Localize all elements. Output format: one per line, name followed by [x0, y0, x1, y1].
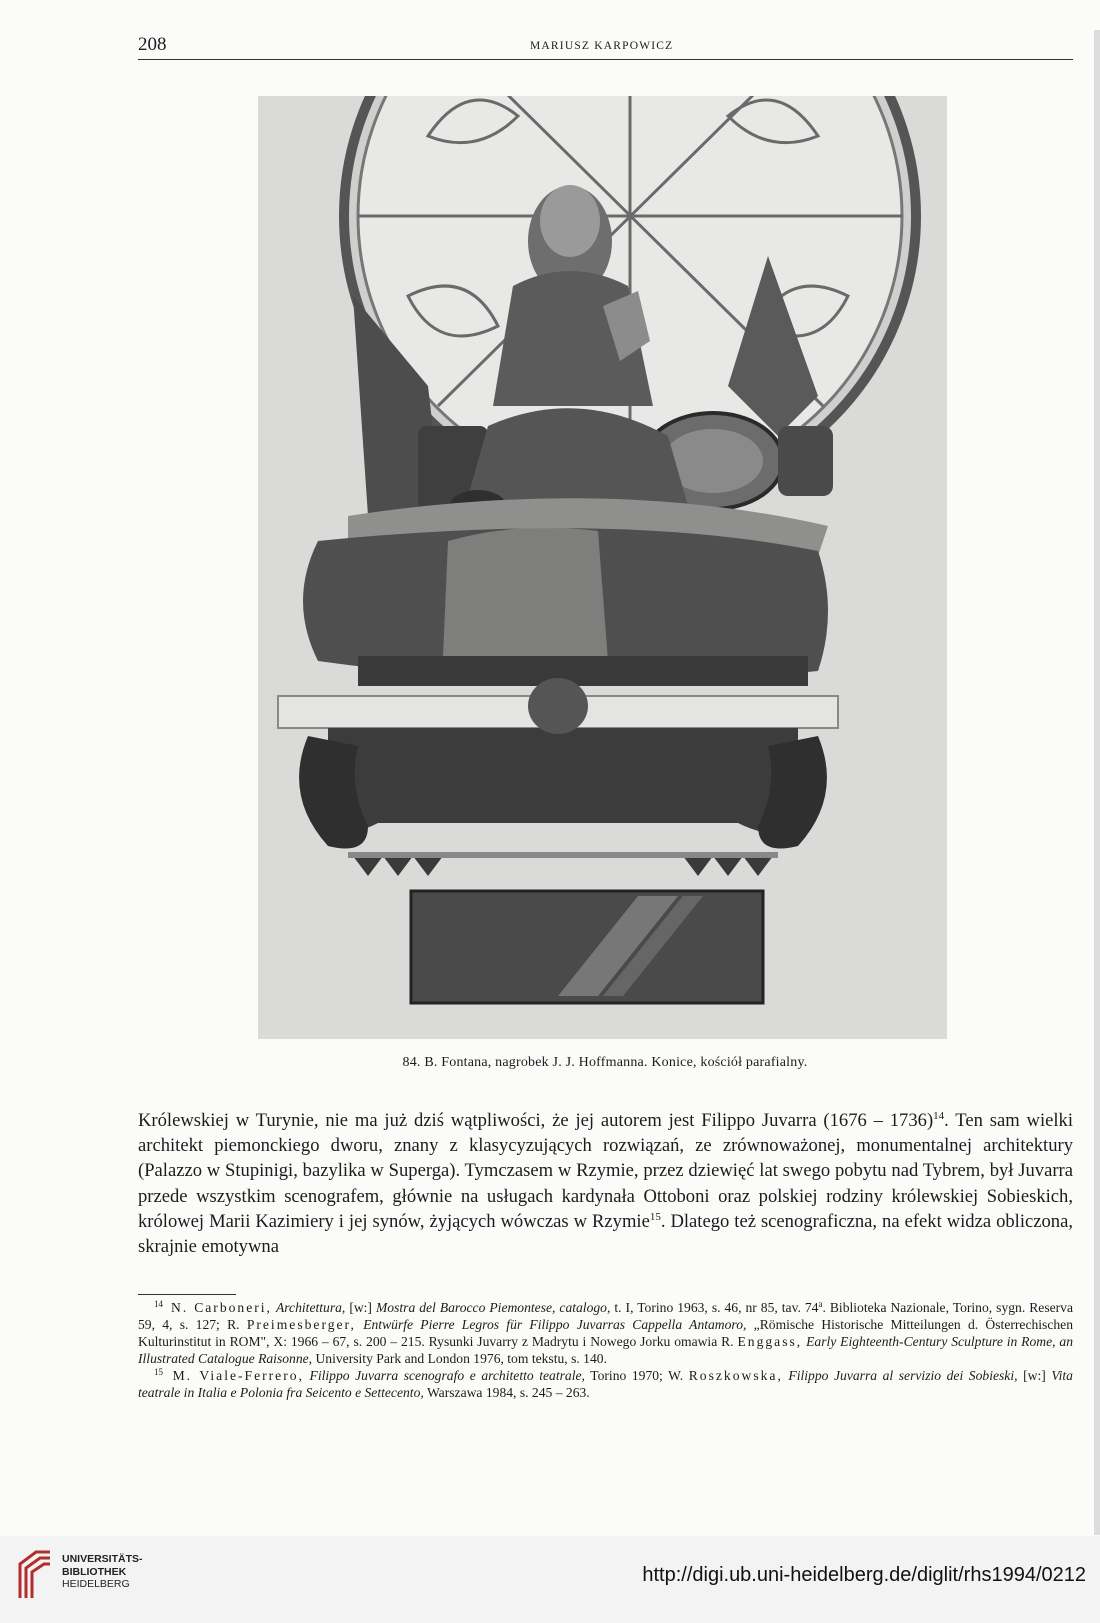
source-url-link[interactable]: http://digi.ub.uni-heidelberg.de/diglit/rhs1994/0212: [642, 1564, 1086, 1586]
footnote-text: Torino 1970; W.: [590, 1368, 684, 1383]
footnote-text: [w:]: [349, 1300, 372, 1315]
library-name: [62, 1553, 143, 1591]
footnote-author: Roszkowska,: [688, 1368, 783, 1383]
footnote-author: Preimesberger,: [246, 1317, 356, 1332]
body-paragraph: [138, 1108, 1073, 1259]
footnote-text: University Park and London 1976, tom tekstu, s. 140.: [315, 1351, 607, 1366]
page-number: 208: [138, 34, 167, 55]
page-header: [138, 32, 1073, 60]
library-name-line: HEIDELBERG: [62, 1578, 130, 1590]
footnote-14: [138, 1299, 1073, 1367]
footnote-author: Enggass,: [737, 1334, 803, 1349]
library-name-line: UNIVERSITÄTS-: [62, 1553, 143, 1565]
footnote-text: . Biblioteka Nazionale, Torino, sygn. Reserva 59, 4, s. 127; R.: [138, 1300, 1073, 1332]
footnote-text: „Römische Historische Mitteilungen d. Österrechischen Kulturinstitut in ROM", X: 1966 – 67, s. 200 – 215. Rysunki Juvarry z Madrytu i Nowego Jorku omawia R.: [138, 1317, 1073, 1349]
footnote-text: [w:]: [1023, 1368, 1046, 1383]
footnote-superscript: a: [818, 1299, 823, 1309]
library-footer: [0, 1536, 1100, 1623]
page-edge: [1094, 30, 1100, 1535]
library-logo-icon: [14, 1548, 54, 1602]
footnote-text: t. I, Torino 1963, s. 46, nr 85, tav. 74: [614, 1300, 819, 1315]
footnote-text: Warszawa 1984, s. 245 – 263.: [426, 1385, 590, 1400]
footnote-title: Filippo Juvarra scenografo e architetto teatrale,: [309, 1368, 585, 1383]
footnotes: [138, 1299, 1073, 1401]
footnote-title: Vita teatrale in Italia e Polonia fra Seicento e Settecento,: [138, 1368, 1073, 1400]
running-title: MARIUSZ KARPOWICZ: [530, 40, 674, 52]
footnote-title: Early Eighteenth-Century Sculpture in Rome, an Illustrated Catalogue Raisonne,: [138, 1334, 1074, 1366]
footnote-author: M. Viale-Ferrero,: [172, 1368, 304, 1383]
footnote-title: Mostra del Barocco Piemontese, catalogo,: [375, 1300, 611, 1315]
footnote-rule: [138, 1294, 236, 1295]
footnote-15: [138, 1367, 1073, 1401]
inscription-plaque: [411, 891, 763, 1003]
footnote-title: Entwürfe Pierre Legros für Filippo Juvarras Cappella Antamoro,: [363, 1317, 747, 1332]
footnote-title: Architettura,: [275, 1300, 346, 1315]
body-text-part-1: Królewskiej w Turynie, nie ma już dziś wątpliwości, że jej autorem jest Filippo Juvarra (1676 – 1736): [138, 1110, 934, 1131]
footnote-ref-15[interactable]: 15: [649, 1210, 661, 1223]
footnote-ref-14[interactable]: 14: [933, 1110, 945, 1122]
figure-caption: 84. B. Fontana, nagrobek J. J. Hoffmanna. Konice, kościół parafialny.: [402, 1055, 808, 1070]
library-name-line: BIBLIOTHEK: [62, 1565, 127, 1578]
footnote-author: N. Carboneri,: [171, 1300, 272, 1315]
body-text-part-2: . Ten sam wielki architekt piemonckiego dworu, znany z klasycyzujących rozwiązań, ze zrównoważonej, monumentalnej architektury (Palazzo w Stupinigi, bazylika w Superga). Tymczasem w Rzymie, przez dziewięć lat swego pobytu nad Tybrem, był Juvarra przede wszystkim scenografem, głównie na usługach kardynała Ottoboni oraz polskiej rodziny królewskiej Sobieskich, królowej Marii Kazimiery i jej synów, żyjących wówczas w Rzymie: [138, 1110, 1073, 1232]
footnote-number: 14: [154, 1299, 163, 1309]
header-rule: [138, 59, 1073, 60]
tomb-monument-photo: [258, 96, 947, 1039]
footnote-number: 15: [154, 1367, 163, 1377]
figure-photograph: [258, 96, 947, 1039]
footnote-title: Filippo Juvarra al servizio dei Sobieski,: [788, 1368, 1018, 1383]
body-text-part-3: . Dlatego też scenograficzna, na efekt widza obliczona, skrajnie emotywna: [138, 1210, 1073, 1258]
